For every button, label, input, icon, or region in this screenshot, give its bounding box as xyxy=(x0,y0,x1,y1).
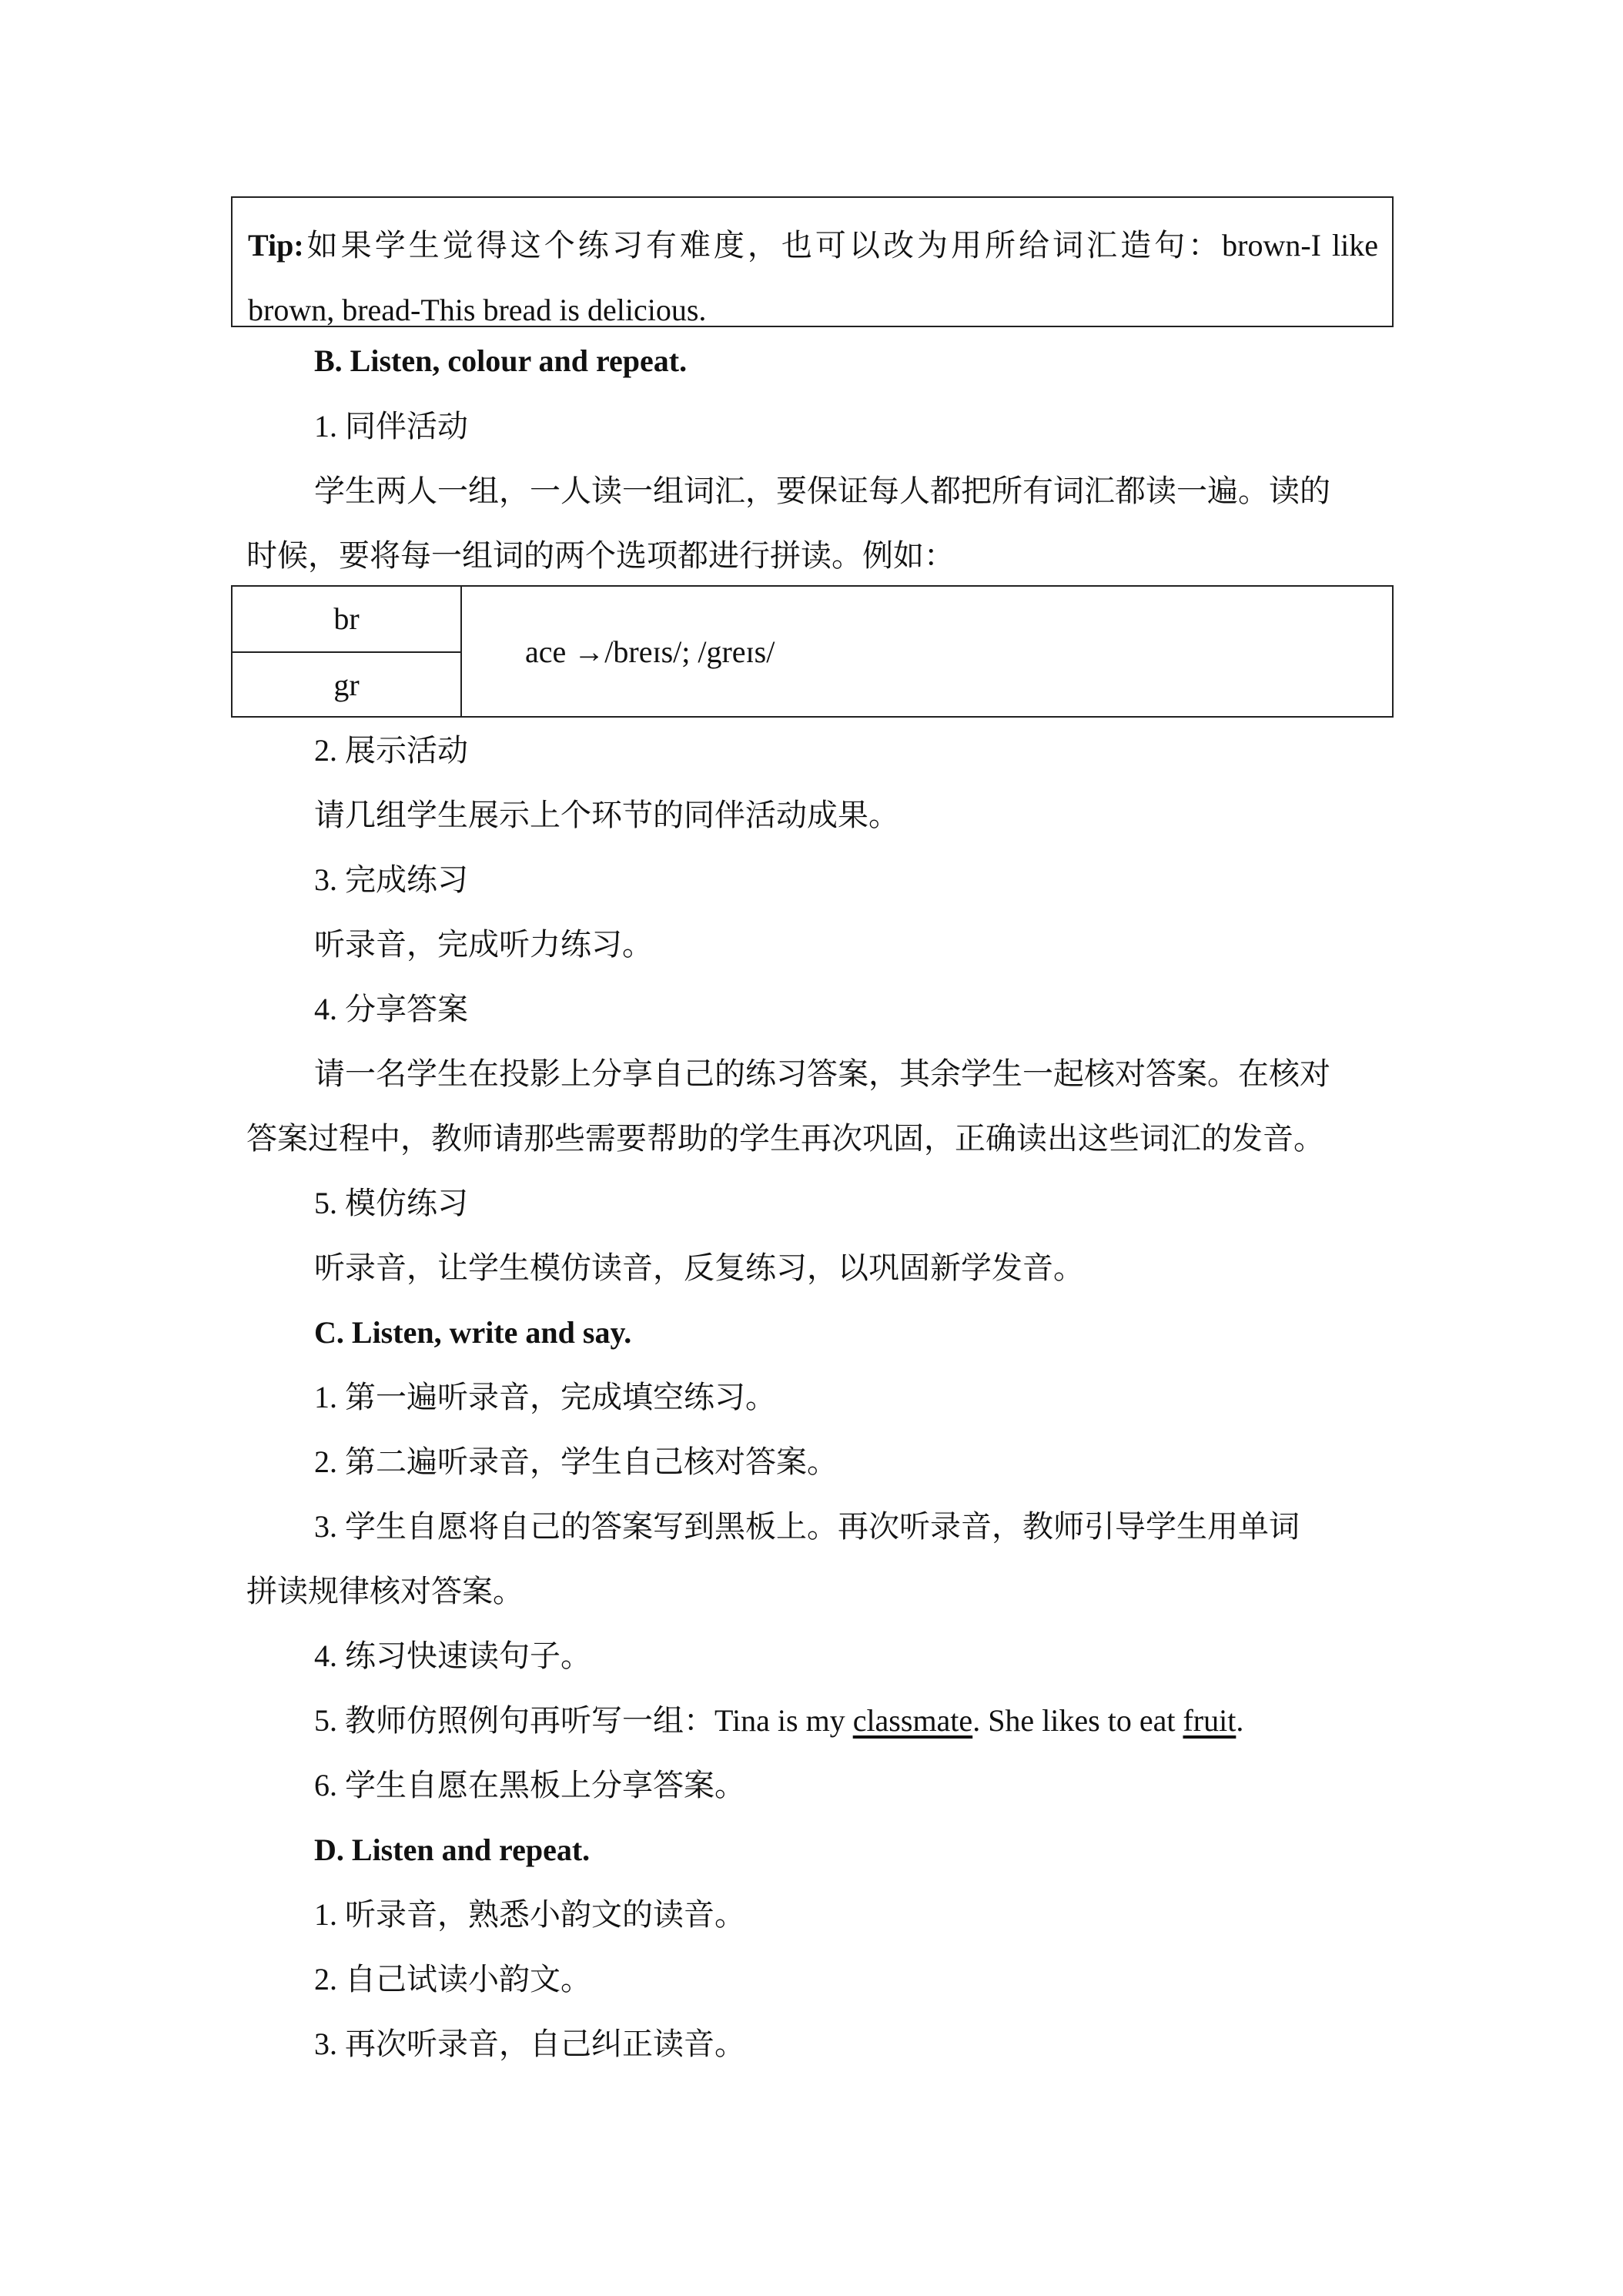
section-c-item-4: 4. 练习快速读句子。 xyxy=(314,1638,591,1673)
section-c-item-5-mid: . She likes to eat xyxy=(972,1703,1183,1738)
section-b-para-5: 听录音，让学生模仿读音，反复练习，以巩固新学发音。 xyxy=(314,1250,1084,1285)
section-b-para-2: 请几组学生展示上个环节的同伴活动成果。 xyxy=(314,798,899,832)
tip-label: Tip: xyxy=(248,228,304,263)
section-c-item-5-pre: 5. 教师仿照例句再听写一组：Tina is my xyxy=(314,1703,853,1738)
section-b-para-4-line-2: 答案过程中，教师请那些需要帮助的学生再次巩固，正确读出这些词汇的发音。 xyxy=(246,1121,1324,1156)
table-cell-example: ace →/breɪs/; /greɪs/ xyxy=(525,634,775,669)
section-c-item-5-end: . xyxy=(1236,1703,1244,1738)
section-b-step-2: 2. 展示活动 xyxy=(314,733,468,768)
section-c-heading: C. Listen, write and say. xyxy=(314,1315,632,1350)
underlined-word-fruit: fruit xyxy=(1183,1703,1236,1738)
section-c-item-5 xyxy=(314,1698,1243,1744)
tip-box xyxy=(231,196,1394,327)
table-divider-horizontal xyxy=(233,651,460,653)
section-b-step-3: 3. 完成练习 xyxy=(314,862,468,897)
section-d-heading: D. Listen and repeat. xyxy=(314,1832,591,1867)
section-b-para-3: 听录音，完成听力练习。 xyxy=(314,927,653,962)
section-b-para-1-line-1: 学生两人一组，一人读一组词汇，要保证每人都把所有词汇都读一遍。读的 xyxy=(314,474,1330,508)
section-c-item-3-line-2: 拼读规律核对答案。 xyxy=(246,1574,524,1608)
section-d-item-3: 3. 再次听录音，自己纠正读音。 xyxy=(314,2027,745,2061)
underlined-word-classmate: classmate xyxy=(852,1703,973,1738)
table-divider-vertical xyxy=(460,587,462,716)
section-b-para-1-line-2: 时候，要将每一组词的两个选项都进行拼读。例如： xyxy=(246,538,955,573)
example-table xyxy=(231,585,1394,718)
section-b-step-1: 1. 同伴活动 xyxy=(314,409,468,443)
tip-text-1: 如果学生觉得这个练习有难度，也可以改为用所给词汇造句：brown-I like xyxy=(303,228,1378,263)
tip-line-1 xyxy=(248,213,1378,278)
section-b-step-5: 5. 模仿练习 xyxy=(314,1186,468,1220)
section-c-item-1: 1. 第一遍听录音，完成填空练习。 xyxy=(314,1380,776,1414)
section-b-step-4: 4. 分享答案 xyxy=(314,992,468,1026)
section-c-item-2: 2. 第二遍听录音，学生自己核对答案。 xyxy=(314,1444,838,1479)
tip-text-2: brown, bread-This bread is delicious. xyxy=(248,293,707,327)
table-cell-br: br xyxy=(333,601,360,636)
table-cell-gr: gr xyxy=(333,668,360,702)
section-d-item-2: 2. 自己试读小韵文。 xyxy=(314,1962,591,1996)
section-b-heading: B. Listen, colour and repeat. xyxy=(314,343,688,378)
section-d-item-1: 1. 听录音，熟悉小韵文的读音。 xyxy=(314,1897,745,1932)
section-c-item-3-line-1: 3. 学生自愿将自己的答案写到黑板上。再次听录音，教师引导学生用单词 xyxy=(314,1509,1300,1544)
section-c-item-6: 6. 学生自愿在黑板上分享答案。 xyxy=(314,1768,745,1802)
section-b-para-4-line-1: 请一名学生在投影上分享自己的练习答案，其余学生一起核对答案。在核对 xyxy=(314,1056,1330,1091)
